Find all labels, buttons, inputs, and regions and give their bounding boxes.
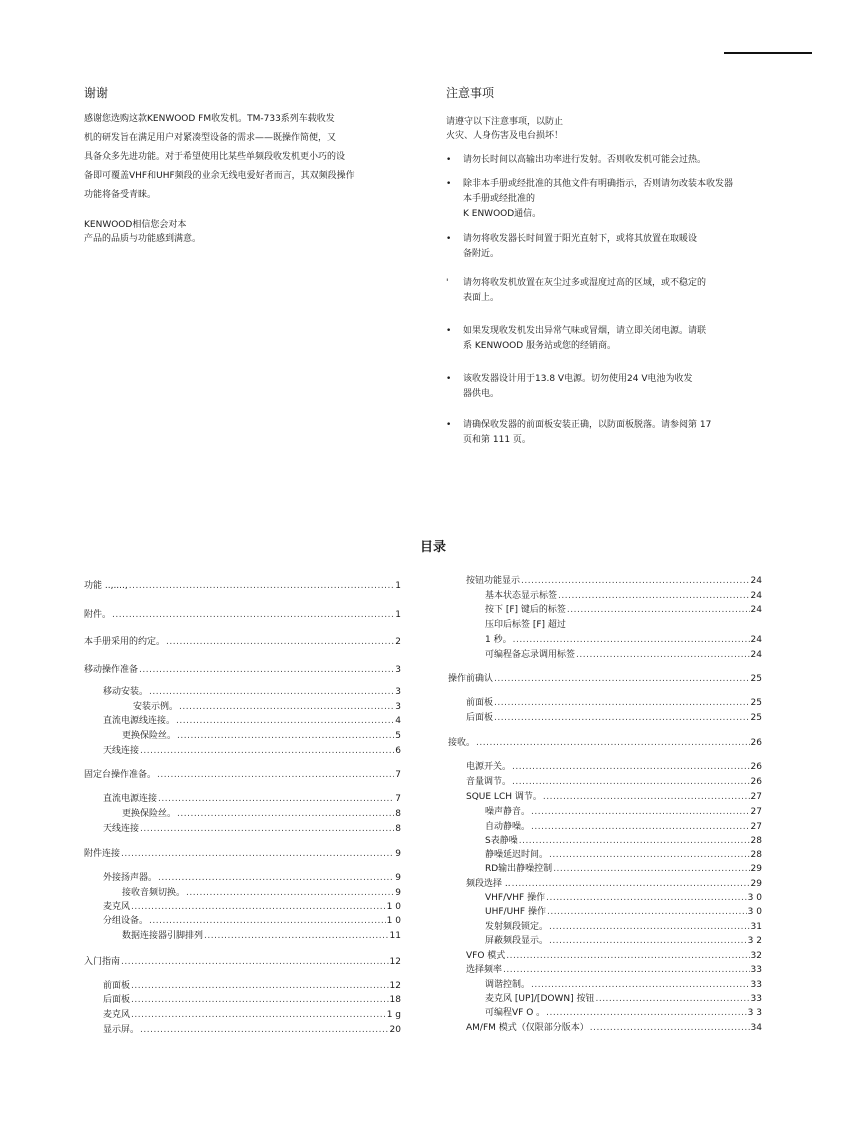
toc-page: 28 bbox=[750, 836, 762, 846]
toc-label: 移动操作准备 bbox=[84, 665, 139, 675]
toc-label: 选择频率 bbox=[466, 965, 503, 975]
toc-label: 外接扬声器。 bbox=[103, 873, 158, 883]
notice-intro bbox=[446, 115, 776, 143]
toc-leader bbox=[494, 672, 750, 686]
toc-entry[interactable] bbox=[466, 574, 762, 588]
toc-leader bbox=[179, 700, 394, 714]
toc-page: 33 bbox=[750, 994, 762, 1004]
toc-entry[interactable] bbox=[466, 963, 762, 977]
toc-label: 接收音频切换。 bbox=[122, 888, 186, 898]
corner-rule bbox=[724, 52, 812, 54]
toc-leader bbox=[549, 934, 747, 948]
notice-bullet-3 bbox=[446, 232, 776, 262]
toc-leader bbox=[476, 736, 750, 750]
toc-label: 可编程备忘录调用标签 bbox=[485, 650, 576, 660]
toc-entry[interactable] bbox=[122, 729, 401, 743]
toc-label: 前面板 bbox=[466, 698, 494, 708]
toc-entry[interactable] bbox=[485, 978, 762, 992]
toc-entry[interactable] bbox=[84, 847, 401, 861]
toc-entry[interactable] bbox=[466, 790, 762, 804]
thanks-paragraph-1 bbox=[84, 110, 400, 205]
toc-page: 27 bbox=[750, 807, 762, 817]
toc-label: 更换保险丝。 bbox=[122, 809, 177, 819]
toc-page: 3 bbox=[395, 665, 401, 675]
toc-page: 1 0 bbox=[386, 916, 401, 926]
toc-leader bbox=[494, 696, 750, 710]
bullet-text: 除非本手册或经批准的其他文件有明确指示，否则请勿改装本收发器 本手册或经批准的 K ENWOOD通信。 bbox=[463, 179, 734, 219]
toc-label: VHF/VHF 操作 bbox=[485, 893, 546, 903]
toc-entry[interactable] bbox=[84, 608, 401, 622]
toc-entry[interactable] bbox=[466, 877, 762, 891]
notice-bullet-7 bbox=[446, 418, 776, 448]
notice-title: 注意事项 bbox=[446, 86, 495, 100]
thanks-p2-line-1: KENWOOD相信您会对本 bbox=[84, 220, 187, 230]
toc-page: 3 0 bbox=[747, 893, 762, 903]
toc-leader bbox=[553, 862, 749, 876]
toc-leader bbox=[543, 790, 750, 804]
thanks-line-5: 功能将备受青睐。 bbox=[84, 190, 157, 200]
toc-leader bbox=[512, 760, 750, 774]
toc-leader bbox=[547, 905, 747, 919]
toc-page: 9 bbox=[395, 849, 401, 859]
toc-page: 24 bbox=[750, 650, 762, 660]
toc-leader bbox=[166, 635, 394, 649]
notice-bullet-2 bbox=[446, 177, 776, 222]
toc-leader bbox=[121, 847, 394, 861]
toc-leader bbox=[177, 807, 394, 821]
toc-entry[interactable] bbox=[103, 900, 401, 914]
toc-page: 25 bbox=[750, 698, 762, 708]
toc-page: 3 bbox=[395, 702, 401, 712]
toc-entry[interactable] bbox=[485, 1006, 762, 1020]
bullet-marker: • bbox=[446, 234, 452, 244]
toc-label: 噪声静音。 bbox=[485, 807, 531, 817]
toc-entry[interactable] bbox=[103, 979, 401, 993]
toc-page: 1 bbox=[395, 581, 401, 591]
toc-page: 12 bbox=[389, 957, 401, 967]
toc-label: 麦克风 [UP]/[DOWN] 按钮 bbox=[485, 994, 595, 1004]
notice-bullet-5 bbox=[446, 324, 776, 354]
toc-label: 麦克风 bbox=[103, 902, 131, 912]
toc-entry[interactable] bbox=[485, 834, 762, 848]
toc-label: 数据连接器引脚排列 bbox=[122, 931, 204, 941]
toc-entry[interactable] bbox=[122, 886, 401, 900]
toc-entry[interactable] bbox=[103, 685, 401, 699]
toc-entry[interactable] bbox=[485, 905, 762, 919]
toc-leader bbox=[549, 920, 750, 934]
toc-page: 33 bbox=[750, 965, 762, 975]
toc-label: 前面板 bbox=[103, 981, 131, 991]
toc-page: 3 0 bbox=[747, 907, 762, 917]
toc-label: 发射频段锁定。 bbox=[485, 922, 549, 932]
toc-label: 静噪延迟时间。 bbox=[485, 850, 549, 860]
toc-page: 34 bbox=[750, 1023, 762, 1033]
toc-label: UHF/UHF 操作 bbox=[485, 907, 546, 917]
toc-entry[interactable] bbox=[103, 822, 401, 836]
toc-entry[interactable] bbox=[485, 920, 762, 934]
toc-label: 入门指南 bbox=[84, 957, 121, 967]
toc-leader bbox=[131, 993, 389, 1007]
toc-entry[interactable] bbox=[466, 696, 762, 710]
toc-label: 操作前确认 bbox=[448, 674, 494, 684]
toc-page: 27 bbox=[750, 822, 762, 832]
toc-leader bbox=[531, 820, 750, 834]
toc-label: 电源开关。 bbox=[466, 762, 512, 772]
toc-page: 33 bbox=[750, 980, 762, 990]
toc-title: 目录 bbox=[419, 540, 446, 555]
toc-leader bbox=[112, 608, 394, 622]
toc-page: 29 bbox=[750, 864, 762, 874]
toc-page: 25 bbox=[750, 674, 762, 684]
notice-bullet-6 bbox=[446, 372, 776, 402]
toc-page: 28 bbox=[750, 850, 762, 860]
toc-entry[interactable] bbox=[103, 914, 401, 928]
toc-leader bbox=[177, 729, 394, 743]
toc-leader bbox=[546, 1006, 747, 1020]
toc-label: 更换保险丝。 bbox=[122, 731, 177, 741]
toc-label: 按下 [F] 键后的标签 bbox=[485, 605, 566, 615]
toc-leader bbox=[131, 900, 386, 914]
toc-entry[interactable] bbox=[485, 820, 762, 834]
toc-label: 后面板 bbox=[466, 713, 494, 723]
toc-label: S表静噪 bbox=[485, 836, 518, 846]
toc-entry[interactable] bbox=[84, 955, 401, 969]
toc-leader bbox=[158, 792, 394, 806]
toc-label: 天线连接 bbox=[103, 824, 140, 834]
toc-leader bbox=[186, 886, 394, 900]
notice-bullet-1 bbox=[446, 153, 776, 168]
toc-entry[interactable] bbox=[103, 871, 401, 885]
thanks-title: 谢谢 bbox=[84, 86, 109, 100]
toc-leader bbox=[129, 579, 395, 593]
bullet-marker: • bbox=[446, 155, 452, 165]
toc-entry[interactable] bbox=[103, 744, 401, 758]
toc-page: 8 bbox=[395, 824, 401, 834]
toc-leader bbox=[158, 871, 394, 885]
toc-leader bbox=[131, 1008, 386, 1022]
toc-label: 麦克风 bbox=[103, 1010, 131, 1020]
bullet-text: 请勿将收发机放置在灰尘过多或湿度过高的区域，或不稳定的 表面上。 bbox=[463, 278, 707, 303]
bullet-marker: • bbox=[446, 374, 452, 384]
toc-page: 4 bbox=[395, 716, 401, 726]
toc-leader bbox=[149, 685, 394, 699]
toc-label: 基本状态显示标签 bbox=[485, 591, 558, 601]
toc-label: 按钮功能显示 bbox=[466, 576, 521, 586]
toc-entry[interactable] bbox=[84, 579, 401, 593]
toc-leader bbox=[140, 822, 394, 836]
toc-page: 25 bbox=[750, 713, 762, 723]
toc-entry[interactable] bbox=[485, 633, 762, 647]
toc-label: RD输出静噪控制 bbox=[485, 864, 553, 874]
toc-label: 音量调节。 bbox=[466, 777, 512, 787]
toc-page: 24 bbox=[750, 635, 762, 645]
thanks-line-2: 机的研发旨在满足用户对紧凑型设备的需求——既操作简便，又 bbox=[84, 133, 337, 143]
toc-leader bbox=[513, 633, 750, 647]
toc-entry[interactable] bbox=[448, 736, 762, 750]
toc-entry[interactable] bbox=[84, 768, 401, 782]
toc-leader bbox=[204, 929, 389, 943]
toc-label: 直流电源连接 bbox=[103, 794, 158, 804]
thanks-line-3: 具备众多先进功能。对于希望使用比某些单频段收发机更小巧的设 bbox=[84, 152, 346, 162]
toc-entry[interactable] bbox=[485, 934, 762, 948]
toc-page: 32 bbox=[750, 951, 762, 961]
toc-entry[interactable] bbox=[485, 589, 762, 603]
toc-label: 后面板 bbox=[103, 995, 131, 1005]
toc-entry[interactable] bbox=[122, 807, 401, 821]
toc-leader bbox=[558, 589, 750, 603]
toc-label: 直流电源线连接。 bbox=[103, 716, 176, 726]
toc-leader bbox=[149, 914, 386, 928]
bullet-text: 该收发器设计用于13.8 V电源。切勿使用24 V电池为收发 器供电。 bbox=[463, 374, 693, 399]
toc-leader bbox=[494, 711, 750, 725]
toc-label: 屏蔽频段显示。 bbox=[485, 936, 549, 946]
toc-entry[interactable] bbox=[448, 672, 762, 686]
toc-leader bbox=[140, 744, 394, 758]
toc-page: 24 bbox=[750, 591, 762, 601]
toc-label: VFO 模式 bbox=[466, 951, 506, 961]
toc-leader bbox=[512, 877, 750, 891]
toc-leader bbox=[567, 603, 750, 617]
notice-bullet-4 bbox=[446, 276, 776, 306]
toc-label: 移动安装。 bbox=[103, 687, 149, 697]
thanks-line-4: 备即可覆盖VHF和UHF频段的业余无线电爱好者而言，其双频段操作 bbox=[84, 171, 355, 181]
toc-entry[interactable] bbox=[103, 792, 401, 806]
toc-leader bbox=[546, 891, 747, 905]
thanks-paragraph-2 bbox=[84, 218, 400, 246]
toc-label: AM/FM 模式（仅限部分版本） bbox=[466, 1023, 589, 1033]
toc-page: 18 bbox=[389, 995, 401, 1005]
toc-page: 1 bbox=[395, 610, 401, 620]
toc-leader bbox=[506, 949, 749, 963]
toc-entry[interactable] bbox=[485, 891, 762, 905]
toc-page: 24 bbox=[750, 576, 762, 586]
toc-entry[interactable] bbox=[466, 775, 762, 789]
toc-page: 31 bbox=[750, 922, 762, 932]
toc-page: 7 bbox=[395, 770, 401, 780]
toc-entry[interactable] bbox=[485, 848, 762, 862]
toc-label: 自动静噪。 bbox=[485, 822, 531, 832]
toc-page: 9 bbox=[395, 873, 401, 883]
toc-page: 24 bbox=[750, 605, 762, 615]
toc-entry[interactable] bbox=[103, 1023, 401, 1037]
toc-label: 可编程VF O 。 bbox=[485, 1008, 546, 1018]
toc-leader bbox=[576, 648, 750, 662]
bullet-marker: ' bbox=[446, 278, 449, 288]
toc-leader bbox=[590, 1021, 750, 1035]
toc-leader bbox=[595, 992, 749, 1006]
toc-page: 1 0 bbox=[386, 902, 401, 912]
toc-label: 附件连接 bbox=[84, 849, 121, 859]
toc-label: 附件。 bbox=[84, 610, 112, 620]
toc-entry[interactable] bbox=[103, 714, 401, 728]
bullet-text: 请确保收发器的前面板安装正确，以防面板脱落。请参阅第 17 页和第 111 页。 bbox=[463, 420, 712, 445]
toc-page: 26 bbox=[750, 777, 762, 787]
notice-intro-line-1: 请遵守以下注意事项，以防止 bbox=[446, 117, 564, 127]
toc-leader bbox=[176, 714, 394, 728]
toc-label: 天线连接 bbox=[103, 746, 140, 756]
toc-entry[interactable] bbox=[485, 805, 762, 819]
toc-label: 调谐控制。 bbox=[485, 980, 531, 990]
toc-page: 12 bbox=[389, 981, 401, 991]
notice-intro-line-2: 火灾、人身伤害及电台损坏！ bbox=[446, 131, 564, 141]
toc-leader bbox=[549, 848, 750, 862]
toc-leader bbox=[131, 979, 389, 993]
toc-leader bbox=[140, 1023, 389, 1037]
bullet-text: 请勿将收发器长时间置于阳光直射下，或将其放置在取暖设 备附近。 bbox=[463, 234, 698, 259]
toc-page: 7 bbox=[395, 794, 401, 804]
toc-page: 26 bbox=[750, 738, 762, 748]
toc-label: 1 秒。 bbox=[485, 635, 512, 645]
toc-leader bbox=[531, 805, 750, 819]
bullet-marker: • bbox=[446, 420, 452, 430]
toc-entry[interactable] bbox=[466, 949, 762, 963]
toc-leader bbox=[512, 775, 750, 789]
bullet-marker: • bbox=[446, 326, 452, 336]
toc-entry[interactable] bbox=[485, 603, 762, 617]
toc-page: 1 g bbox=[386, 1010, 401, 1020]
bullet-marker: • bbox=[446, 179, 452, 189]
bullet-text: 如果发现收发机发出异常气味或冒烟，请立即关闭电源。请联 系 KENWOOD 服务站或您的经销商。 bbox=[463, 326, 707, 351]
toc-entry[interactable] bbox=[122, 929, 401, 943]
toc-entry[interactable] bbox=[103, 993, 401, 1007]
toc-leader bbox=[503, 963, 750, 977]
thanks-line-1: 感谢您选购这款KENWOOD FM收发机。TM-733系列车载收发 bbox=[84, 114, 335, 124]
toc-label: 本手册采用的约定。 bbox=[84, 637, 166, 647]
toc-page: 6 bbox=[395, 746, 401, 756]
toc-page: 9 bbox=[395, 888, 401, 898]
toc-page: 26 bbox=[750, 762, 762, 772]
thanks-p2-line-2: 产品的品质与功能感到满意。 bbox=[84, 234, 202, 244]
toc-page: 3 2 bbox=[747, 936, 762, 946]
toc-entry[interactable] bbox=[84, 635, 401, 649]
toc-page: 2 bbox=[395, 637, 401, 647]
toc-entry[interactable] bbox=[103, 1008, 401, 1022]
toc-leader bbox=[521, 574, 750, 588]
toc-entry[interactable] bbox=[133, 700, 401, 714]
toc-page: 27 bbox=[750, 792, 762, 802]
toc-label: 功能 ..,...., bbox=[84, 581, 128, 591]
toc-page: 20 bbox=[389, 1025, 401, 1035]
toc-entry[interactable] bbox=[466, 711, 762, 725]
toc-entry[interactable] bbox=[485, 862, 762, 876]
bullet-text: 请勿长时间以高输出功率进行发射。否则收发机可能会过热。 bbox=[463, 155, 707, 165]
toc-page: 11 bbox=[389, 931, 401, 941]
toc-entry[interactable] bbox=[485, 648, 762, 662]
toc-label: 安装示例。 bbox=[133, 702, 179, 712]
toc-entry-continued[interactable]: 压印后标签 [F] 超过 bbox=[485, 620, 566, 630]
toc-page: 29 bbox=[750, 879, 762, 889]
toc-leader bbox=[121, 955, 389, 969]
toc-label: 分组设备。 bbox=[103, 916, 149, 926]
toc-label: SQUE LCH 调节。 bbox=[466, 792, 542, 802]
toc-page: 5 bbox=[395, 731, 401, 741]
toc-page: 3 3 bbox=[747, 1008, 762, 1018]
toc-leader bbox=[139, 663, 394, 677]
toc-page: 3 bbox=[395, 687, 401, 697]
toc-label: 显示屏。 bbox=[103, 1025, 140, 1035]
toc-entry[interactable] bbox=[466, 1021, 762, 1035]
toc-leader bbox=[531, 978, 750, 992]
toc-label: 固定台操作准备。 bbox=[84, 770, 157, 780]
toc-leader bbox=[519, 834, 750, 848]
toc-entry[interactable] bbox=[84, 663, 401, 677]
toc-entry[interactable] bbox=[466, 760, 762, 774]
toc-leader bbox=[157, 768, 394, 782]
toc-label: 接收。 bbox=[448, 738, 476, 748]
toc-entry[interactable] bbox=[485, 992, 762, 1006]
toc-page: 8 bbox=[395, 809, 401, 819]
toc-label: 频段选择 .. bbox=[466, 879, 511, 889]
